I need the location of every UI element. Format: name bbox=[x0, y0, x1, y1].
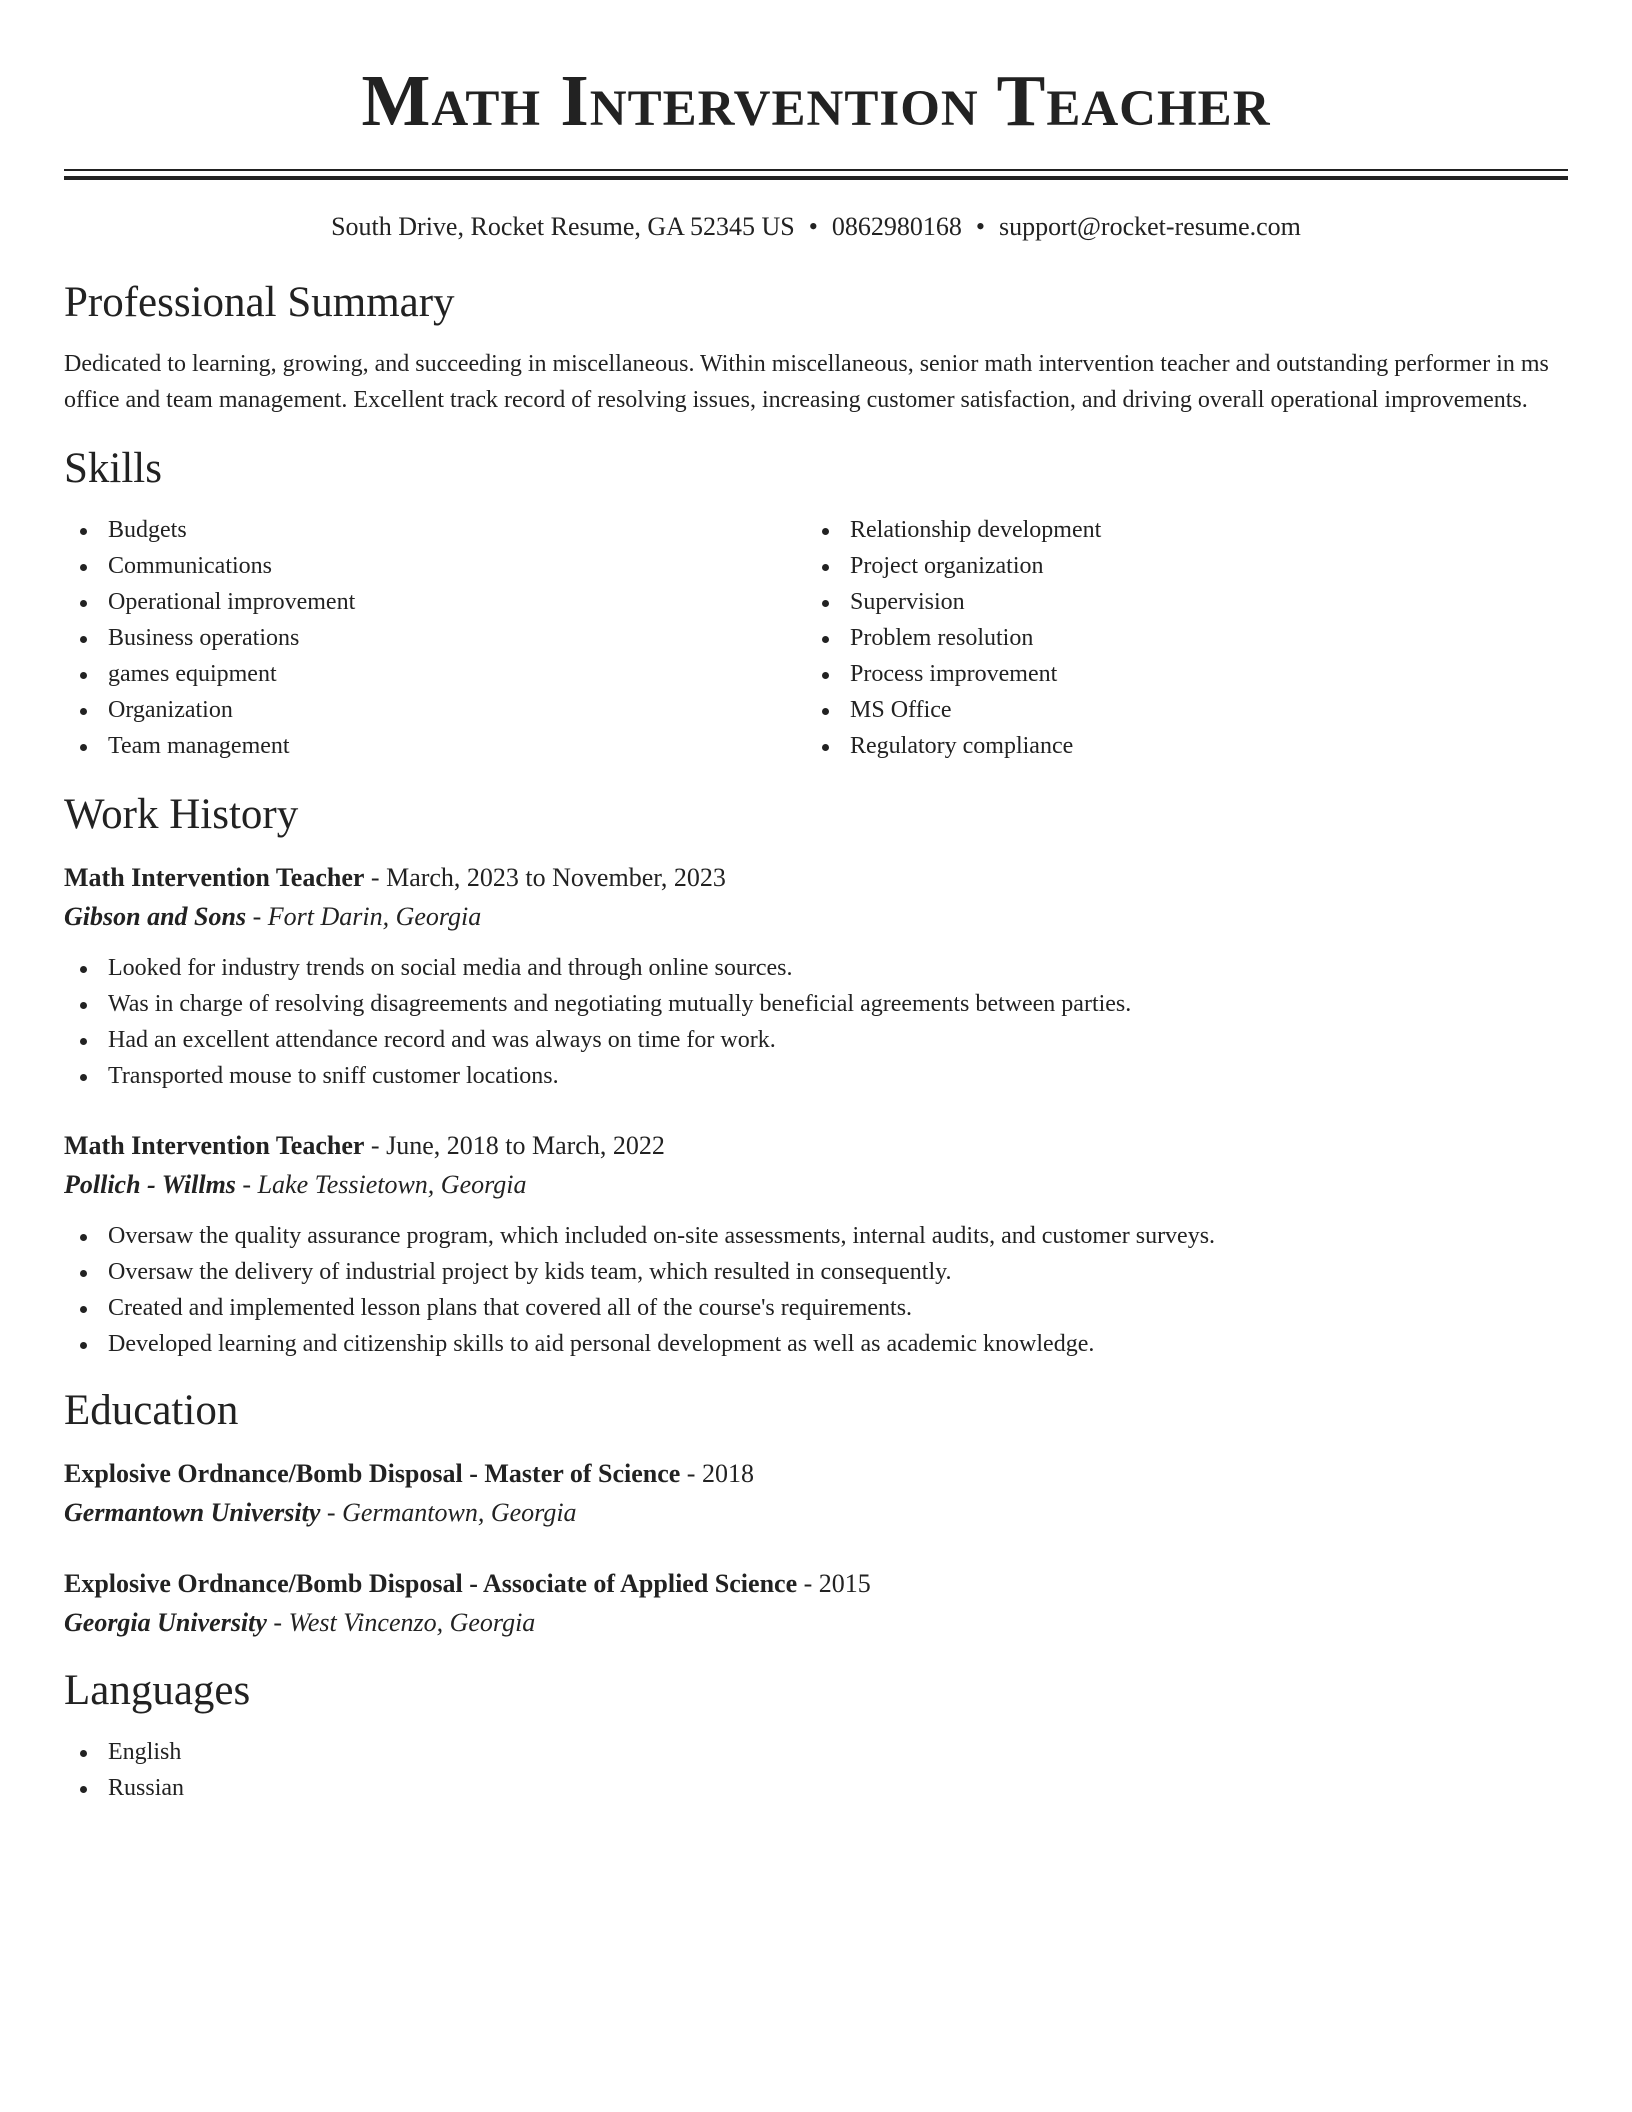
duty-item: Oversaw the delivery of industrial project by kids team, which resulted in consequently. bbox=[64, 1254, 1568, 1290]
section-title-skills: Skills bbox=[64, 445, 162, 492]
skill-item: Process improvement bbox=[806, 656, 1548, 692]
section-title-languages: Languages bbox=[64, 1667, 251, 1714]
bullet-separator: • bbox=[808, 212, 818, 241]
skill-item: Problem resolution bbox=[806, 620, 1548, 656]
bullet-separator: • bbox=[975, 212, 985, 241]
section-title-summary: Professional Summary bbox=[64, 279, 455, 326]
duty-item: Developed learning and citizenship skills to aid personal development as well as academic knowledge. bbox=[64, 1326, 1568, 1362]
job-header bbox=[64, 858, 1568, 898]
contact-email[interactable]: support@rocket-resume.com bbox=[998, 212, 1301, 241]
education-location: - West Vincenzo, Georgia bbox=[266, 1608, 536, 1637]
skill-item: Team management bbox=[64, 728, 806, 764]
education-header bbox=[64, 1564, 1568, 1604]
job-position: Math Intervention Teacher bbox=[64, 863, 365, 892]
skills-column-left bbox=[64, 512, 806, 764]
education-degree: Explosive Ordnance/Bomb Disposal - Master of Science bbox=[64, 1459, 681, 1488]
job-dates: - March, 2023 to November, 2023 bbox=[364, 863, 726, 892]
duty-item: Was in charge of resolving disagreements and negotiating mutually beneficial agreements between parties. bbox=[64, 986, 1568, 1022]
languages-list bbox=[64, 1734, 1568, 1806]
job-company: Gibson and Sons bbox=[64, 902, 247, 931]
header-divider bbox=[64, 169, 1568, 180]
skill-item: Project organization bbox=[806, 548, 1548, 584]
job-company-line bbox=[64, 1166, 1568, 1204]
skill-item: Communications bbox=[64, 548, 806, 584]
job-dates: - June, 2018 to March, 2022 bbox=[364, 1131, 665, 1160]
skill-item: Organization bbox=[64, 692, 806, 728]
job-entry bbox=[64, 1126, 1568, 1362]
job-duties bbox=[64, 1218, 1568, 1362]
language-item: Russian bbox=[64, 1770, 1568, 1806]
skill-item: Supervision bbox=[806, 584, 1548, 620]
education-location: - Germantown, Georgia bbox=[320, 1498, 577, 1527]
job-company: Pollich - Willms bbox=[64, 1170, 236, 1199]
language-item: English bbox=[64, 1734, 1568, 1770]
contact-phone: 0862980168 bbox=[831, 212, 962, 241]
education-school: Georgia University bbox=[64, 1608, 267, 1637]
contact-address: South Drive, Rocket Resume, GA 52345 US bbox=[331, 212, 795, 241]
duty-item: Created and implemented lesson plans that covered all of the course's requirements. bbox=[64, 1290, 1568, 1326]
duty-item: Looked for industry trends on social media and through online sources. bbox=[64, 950, 1568, 986]
job-entry bbox=[64, 858, 1568, 1094]
summary-text: Dedicated to learning, growing, and succeeding in miscellaneous. Within miscellaneous, senior math intervention teacher and outstanding performer in ms office and team management. Excellent track record of resolving issues, increasing customer satisfaction, and driving overall operational improvements. bbox=[64, 351, 1549, 413]
job-location: - Fort Darin, Georgia bbox=[246, 902, 482, 931]
skills-list bbox=[64, 512, 1568, 764]
education-header bbox=[64, 1454, 1568, 1494]
education-entry bbox=[64, 1454, 1568, 1532]
contact-line bbox=[64, 210, 1568, 244]
education-degree: Explosive Ordnance/Bomb Disposal - Associate of Applied Science bbox=[64, 1569, 798, 1598]
education-entry bbox=[64, 1564, 1568, 1642]
skill-item: Regulatory compliance bbox=[806, 728, 1548, 764]
education-school-line bbox=[64, 1604, 1568, 1642]
job-position: Math Intervention Teacher bbox=[64, 1131, 365, 1160]
skills-column-right bbox=[806, 512, 1548, 764]
section-title-education: Education bbox=[64, 1387, 239, 1434]
skill-item: Budgets bbox=[64, 512, 806, 548]
job-location: - Lake Tessietown, Georgia bbox=[235, 1170, 527, 1199]
duty-item: Transported mouse to sniff customer locations. bbox=[64, 1058, 1568, 1094]
duty-item: Oversaw the quality assurance program, which included on-site assessments, internal audits, and customer surveys. bbox=[64, 1218, 1568, 1254]
resume-name: Math Intervention Teacher bbox=[361, 60, 1271, 141]
job-header bbox=[64, 1126, 1568, 1166]
education-year: - 2015 bbox=[797, 1569, 871, 1598]
education-year: - 2018 bbox=[680, 1459, 754, 1488]
job-company-line bbox=[64, 898, 1568, 936]
duty-item: Had an excellent attendance record and was always on time for work. bbox=[64, 1022, 1568, 1058]
job-duties bbox=[64, 950, 1568, 1094]
skill-item: games equipment bbox=[64, 656, 806, 692]
education-school-line bbox=[64, 1494, 1568, 1532]
skill-item: MS Office bbox=[806, 692, 1548, 728]
skill-item: Operational improvement bbox=[64, 584, 806, 620]
skill-item: Relationship development bbox=[806, 512, 1548, 548]
education-school: Germantown University bbox=[64, 1498, 321, 1527]
skill-item: Business operations bbox=[64, 620, 806, 656]
section-title-work-history: Work History bbox=[64, 791, 299, 838]
